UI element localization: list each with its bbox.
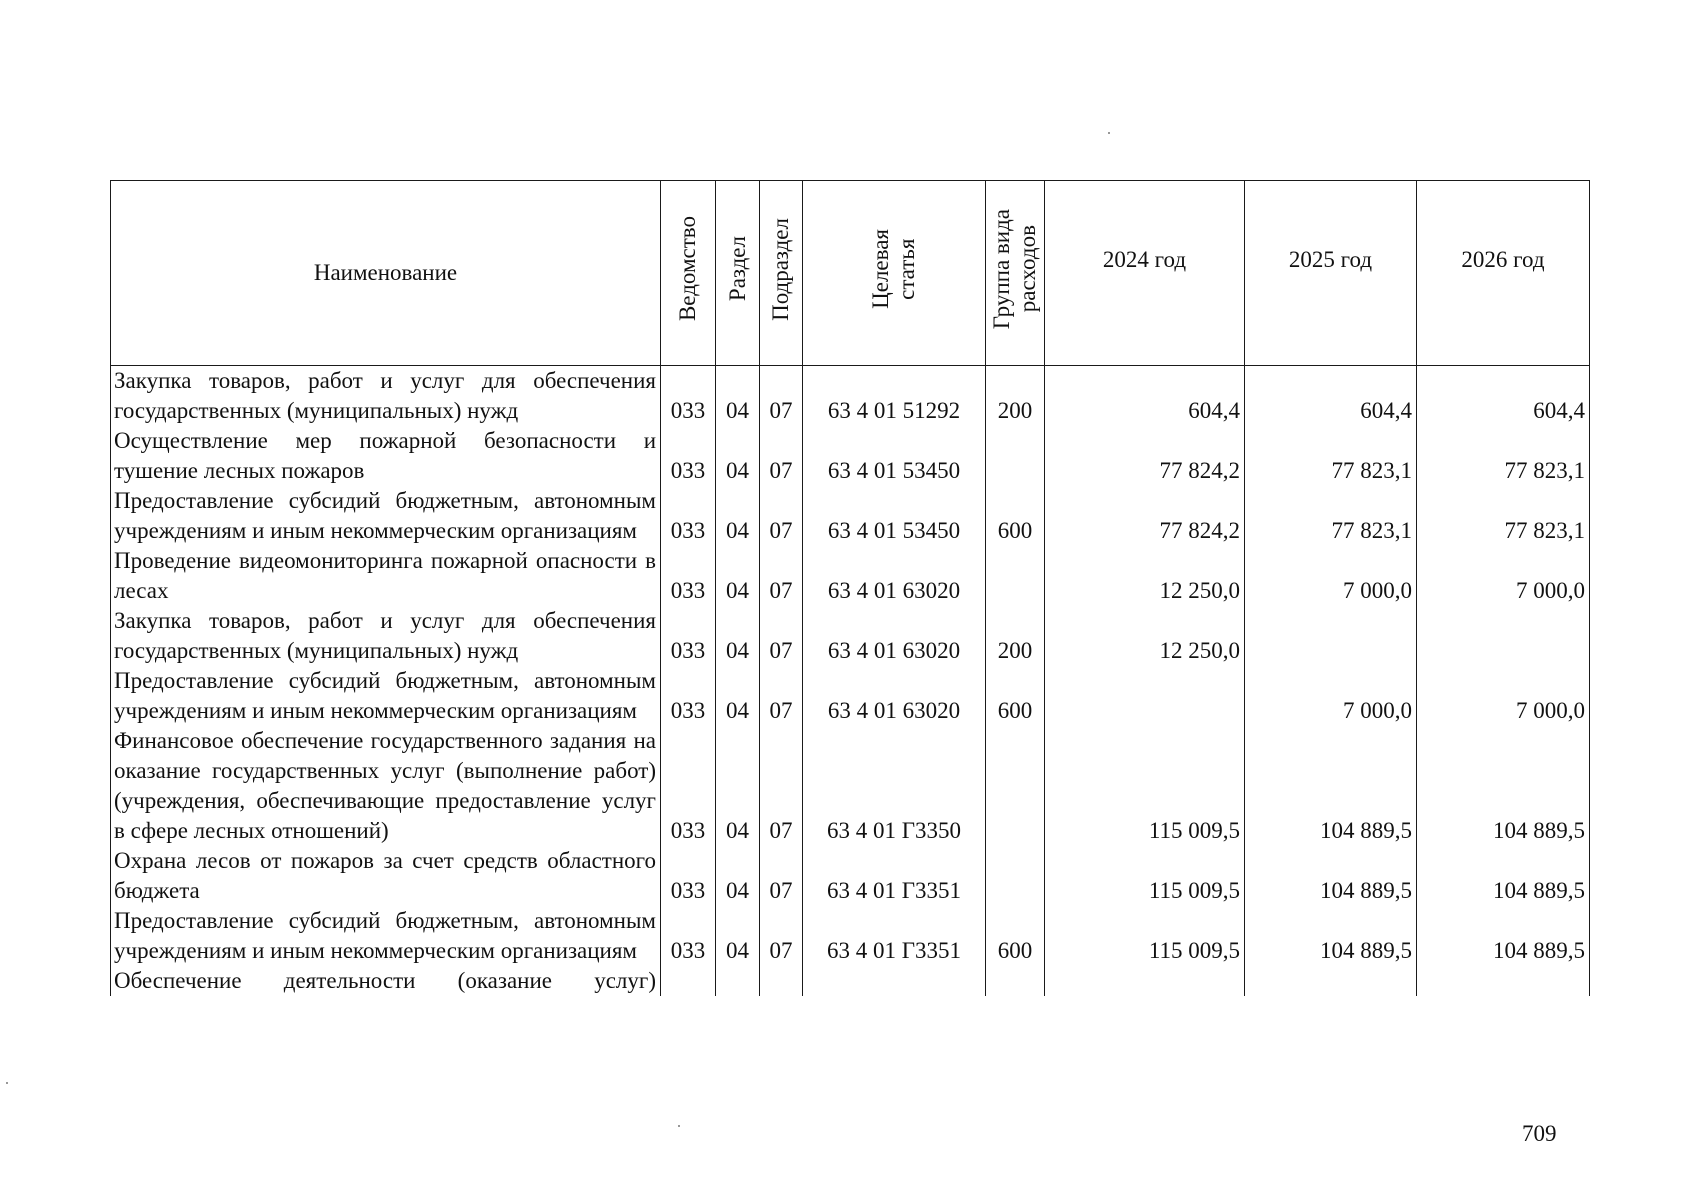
row-subsection-code: 07 <box>760 726 803 846</box>
row-amount-2026: 104 889,5 <box>1417 846 1590 906</box>
row-target-article <box>803 966 986 996</box>
header-2026-label: 2026 год <box>1461 247 1545 272</box>
row-subsection-code: 07 <box>760 486 803 546</box>
header-name <box>111 181 661 366</box>
row-amount-2025: 104 889,5 <box>1245 846 1417 906</box>
header-target-label <box>868 229 920 309</box>
row-amount-2024: 115 009,5 <box>1045 726 1245 846</box>
row-section-code: 04 <box>716 906 760 966</box>
table-row <box>111 966 1590 996</box>
row-amount-2026: 104 889,5 <box>1417 906 1590 966</box>
table-row <box>111 426 1590 486</box>
row-name: Охрана лесов от пожаров за счет средств областного бюджета <box>111 846 661 906</box>
table-row <box>111 366 1590 427</box>
row-subsection-code <box>760 966 803 996</box>
scan-speck <box>1108 132 1110 134</box>
scan-speck <box>6 1082 8 1084</box>
header-name-label: Наименование <box>313 260 458 285</box>
row-amount-2024: 115 009,5 <box>1045 846 1245 906</box>
row-amount-2026 <box>1417 606 1590 666</box>
row-amount-2025: 104 889,5 <box>1245 726 1417 846</box>
row-amount-2024: 77 824,2 <box>1045 486 1245 546</box>
row-dept-code: 033 <box>661 426 716 486</box>
row-section-code: 04 <box>716 546 760 606</box>
row-dept-code: 033 <box>661 906 716 966</box>
row-amount-2026: 7 000,0 <box>1417 546 1590 606</box>
row-expense-group: 600 <box>986 666 1045 726</box>
row-amount-2026: 7 000,0 <box>1417 666 1590 726</box>
row-amount-2024 <box>1045 966 1245 996</box>
row-target-article: 63 4 01 63020 <box>803 606 986 666</box>
budget-expenditure-table <box>110 180 1590 996</box>
header-target-line2: статья <box>894 238 919 300</box>
header-target-line1: Целевая <box>868 229 893 309</box>
row-subsection-code: 07 <box>760 426 803 486</box>
page-number: 709 <box>1522 1121 1557 1146</box>
row-dept-code: 033 <box>661 666 716 726</box>
table-row <box>111 846 1590 906</box>
row-expense-group <box>986 426 1045 486</box>
row-section-code <box>716 966 760 996</box>
row-amount-2026: 77 823,1 <box>1417 486 1590 546</box>
header-subsection <box>760 181 803 366</box>
row-expense-group <box>986 846 1045 906</box>
header-expense-line1: Группа вида <box>989 208 1014 330</box>
row-target-article: 63 4 01 63020 <box>803 666 986 726</box>
row-name: Обеспечение деятельности (оказание услуг) <box>111 966 661 996</box>
table-row <box>111 726 1590 846</box>
row-name: Предоставление субсидий бюджетным, автономным учреждениям и иным некоммерческим организациям <box>111 486 661 546</box>
header-section-label: Раздел <box>724 236 750 302</box>
row-amount-2026: 104 889,5 <box>1417 726 1590 846</box>
row-section-code: 04 <box>716 366 760 427</box>
row-target-article: 63 4 01 51292 <box>803 366 986 427</box>
row-dept-code: 033 <box>661 846 716 906</box>
row-name: Закупка товаров, работ и услуг для обеспечения государственных (муниципальных) нужд <box>111 366 661 427</box>
row-dept-code <box>661 966 716 996</box>
row-subsection-code: 07 <box>760 846 803 906</box>
row-amount-2024 <box>1045 666 1245 726</box>
row-dept-code: 033 <box>661 486 716 546</box>
row-name: Финансовое обеспечение государственного задания на оказание государственных услуг (выполнение работ) (учреждения, обеспечивающие предоставление услуг в сфере лесных отношений) <box>111 726 661 846</box>
header-section <box>716 181 760 366</box>
row-target-article: 63 4 01 Г3351 <box>803 906 986 966</box>
row-subsection-code: 07 <box>760 906 803 966</box>
row-target-article: 63 4 01 63020 <box>803 546 986 606</box>
header-target-article <box>803 181 986 366</box>
row-dept-code: 033 <box>661 546 716 606</box>
row-amount-2025: 77 823,1 <box>1245 486 1417 546</box>
header-subsection-label: Подраздел <box>768 217 793 321</box>
row-target-article: 63 4 01 Г3351 <box>803 846 986 906</box>
row-section-code: 04 <box>716 606 760 666</box>
row-subsection-code: 07 <box>760 606 803 666</box>
header-expense-line2: расходов <box>1015 225 1040 313</box>
scan-speck <box>678 1125 680 1127</box>
row-expense-group <box>986 726 1045 846</box>
header-2025 <box>1245 181 1417 366</box>
row-amount-2026: 604,4 <box>1417 366 1590 427</box>
row-section-code: 04 <box>716 666 760 726</box>
row-dept-code: 033 <box>661 606 716 666</box>
row-section-code: 04 <box>716 726 760 846</box>
header-2025-label: 2025 год <box>1288 247 1373 272</box>
row-amount-2025: 77 823,1 <box>1245 426 1417 486</box>
table-row <box>111 486 1590 546</box>
row-amount-2024: 604,4 <box>1045 366 1245 427</box>
row-amount-2025: 7 000,0 <box>1245 666 1417 726</box>
header-2024-label: 2024 год <box>1102 247 1187 272</box>
row-target-article: 63 4 01 Г3350 <box>803 726 986 846</box>
row-subsection-code: 07 <box>760 666 803 726</box>
table-header-row <box>111 181 1590 366</box>
row-name: Предоставление субсидий бюджетным, автономным учреждениям и иным некоммерческим организациям <box>111 906 661 966</box>
row-target-article: 63 4 01 53450 <box>803 486 986 546</box>
row-amount-2024: 12 250,0 <box>1045 606 1245 666</box>
header-2026 <box>1417 181 1590 366</box>
row-amount-2025 <box>1245 966 1417 996</box>
row-amount-2025: 104 889,5 <box>1245 906 1417 966</box>
row-subsection-code: 07 <box>760 546 803 606</box>
row-name: Закупка товаров, работ и услуг для обеспечения государственных (муниципальных) нужд <box>111 606 661 666</box>
row-target-article: 63 4 01 53450 <box>803 426 986 486</box>
row-section-code: 04 <box>716 846 760 906</box>
header-dept-label: Ведомство <box>675 216 700 322</box>
row-amount-2025: 7 000,0 <box>1245 546 1417 606</box>
row-amount-2026 <box>1417 966 1590 996</box>
row-amount-2025 <box>1245 606 1417 666</box>
row-amount-2026: 77 823,1 <box>1417 426 1590 486</box>
row-expense-group: 600 <box>986 906 1045 966</box>
row-dept-code: 033 <box>661 366 716 427</box>
row-expense-group: 600 <box>986 486 1045 546</box>
row-dept-code: 033 <box>661 726 716 846</box>
row-subsection-code: 07 <box>760 366 803 427</box>
row-section-code: 04 <box>716 426 760 486</box>
row-expense-group <box>986 966 1045 996</box>
row-name: Предоставление субсидий бюджетным, автономным учреждениям и иным некоммерческим организациям <box>111 666 661 726</box>
header-expense-label <box>989 209 1041 329</box>
table-body <box>111 366 1590 997</box>
header-dept <box>661 181 716 366</box>
row-expense-group: 200 <box>986 366 1045 427</box>
row-amount-2024: 77 824,2 <box>1045 426 1245 486</box>
row-amount-2025: 604,4 <box>1245 366 1417 427</box>
row-section-code: 04 <box>716 486 760 546</box>
row-name: Осуществление мер пожарной безопасности и тушение лесных пожаров <box>111 426 661 486</box>
table-row <box>111 546 1590 606</box>
row-name: Проведение видеомониторинга пожарной опасности в лесах <box>111 546 661 606</box>
row-amount-2024: 12 250,0 <box>1045 546 1245 606</box>
row-expense-group <box>986 546 1045 606</box>
table-row <box>111 666 1590 726</box>
header-expense-group <box>986 181 1045 366</box>
table-row <box>111 906 1590 966</box>
table-row <box>111 606 1590 666</box>
header-2024 <box>1045 181 1245 366</box>
row-expense-group: 200 <box>986 606 1045 666</box>
row-amount-2024: 115 009,5 <box>1045 906 1245 966</box>
